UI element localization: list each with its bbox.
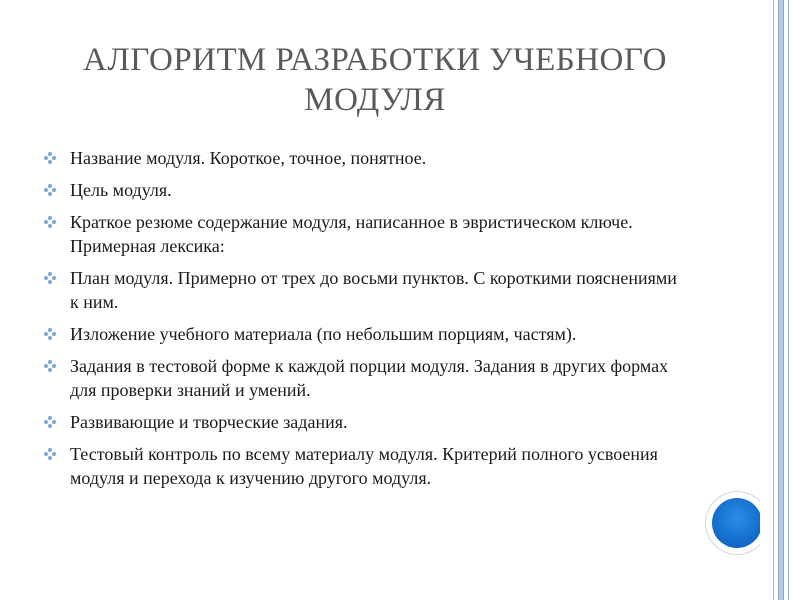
list-item [44,354,684,402]
list-item-text: Название модуля. Короткое, точное, понятное. [70,148,427,168]
list-item [44,322,684,346]
bullet-list [44,146,684,498]
decorative-circle [712,498,762,548]
diamond-four-dots-icon [44,184,56,196]
list-item-text: Развивающие и творческие задания. [70,412,348,432]
diamond-four-dots-icon [44,272,56,284]
list-item [44,178,684,202]
list-item-text: Задания в тестовой форме к каждой порции модуля. Задания в других формах для проверки знаний и умений. [70,356,669,400]
slide-title: АЛГОРИТМ РАЗРАБОТКИ УЧЕБНОГО МОДУЛЯ [83,42,667,118]
list-item-text: Тестовый контроль по всему материалу модуля. Критерий полного усвоения модуля и перехода к изучению другого модуля. [70,444,658,488]
list-item-text: Краткое резюме содержание модуля, написанное в эвристическом ключе. Примерная лексика: [70,212,633,256]
diamond-four-dots-icon [44,448,56,460]
list-item-text: Цель модуля. [70,180,172,200]
list-item [44,210,684,258]
border-inner-line [778,0,784,600]
list-item [44,442,684,490]
diamond-four-dots-icon [44,152,56,164]
diamond-four-dots-icon [44,360,56,372]
list-item [44,410,684,434]
list-item [44,266,684,314]
decorative-border [760,0,800,600]
list-item-text: Изложение учебного материала (по небольшим порциям, частям). [70,324,577,344]
diamond-four-dots-icon [44,416,56,428]
diamond-four-dots-icon [44,216,56,228]
list-item [44,146,684,170]
list-item-text: План модуля. Примерно от трех до восьми пунктов. С короткими пояснениями к ним. [70,268,677,312]
diamond-four-dots-icon [44,328,56,340]
